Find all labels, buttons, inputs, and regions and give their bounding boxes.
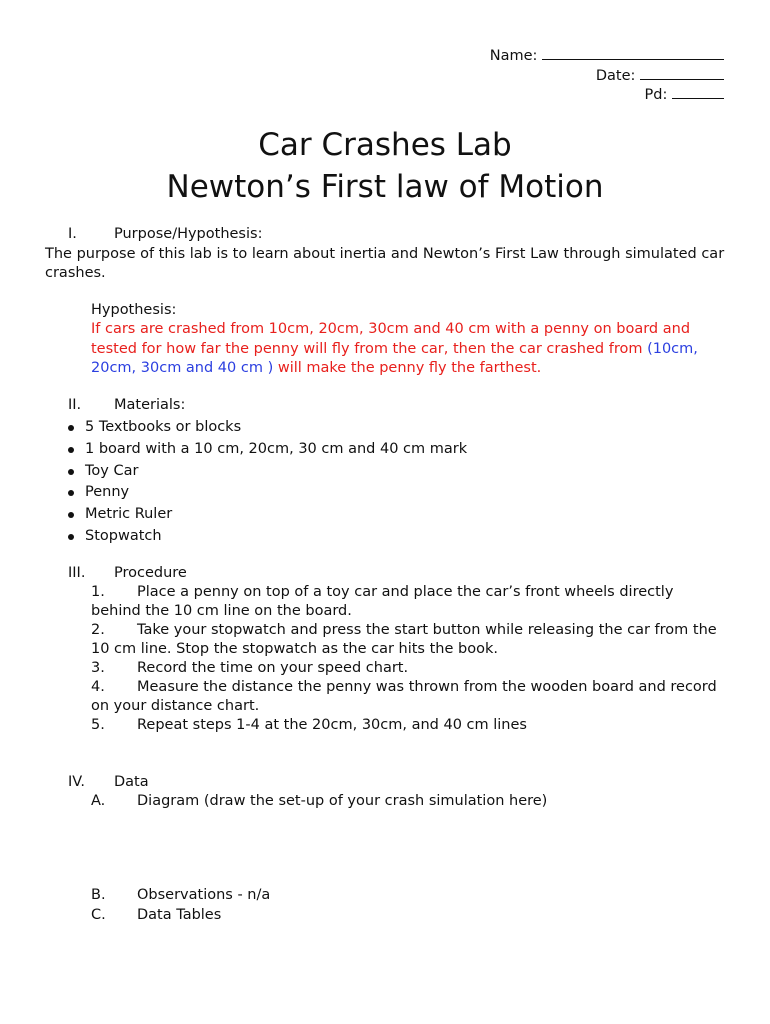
item-letter: C. xyxy=(91,907,106,923)
section-2-title: Materials: xyxy=(114,397,186,413)
purpose-text: The purpose of this lab is to learn about inertia and Newton’s First Law through simulated car crashes. xyxy=(45,246,725,281)
procedure-step xyxy=(91,583,727,621)
list-item: 1 board with a 10 cm, 20cm, 30 cm and 40 cm mark xyxy=(68,439,467,461)
date-label: Date: xyxy=(595,67,636,84)
procedure-step xyxy=(91,659,727,678)
document-title: Car Crashes Lab xyxy=(258,127,512,163)
list-item: Stopwatch xyxy=(68,526,467,548)
hypothesis-text xyxy=(91,320,709,379)
step-text: Measure the distance the penny was thrown from the wooden board and record on your distance chart. xyxy=(91,679,717,714)
name-label: Name: xyxy=(489,48,538,64)
period-label: Pd: xyxy=(644,87,668,103)
section-4-heading xyxy=(68,774,149,790)
section-1-numeral: I. xyxy=(68,226,77,242)
section-1-title: Purpose/Hypothesis: xyxy=(114,226,263,242)
item-letter: B. xyxy=(91,887,106,903)
step-number: 5. xyxy=(91,717,105,733)
hypothesis-highlight: (10cm, 20cm, 30cm and 40 cm ) xyxy=(91,340,698,376)
data-item-tables xyxy=(91,907,221,923)
item-text: Observations - n/a xyxy=(137,887,271,903)
period-field[interactable] xyxy=(490,86,724,106)
student-info-header xyxy=(490,47,724,106)
list-item: Penny xyxy=(68,482,467,504)
step-text: Record the time on your speed chart. xyxy=(137,660,409,676)
step-number: 2. xyxy=(91,622,105,638)
procedure-step xyxy=(91,678,727,716)
name-blank[interactable] xyxy=(542,47,724,60)
procedure-list xyxy=(91,583,727,735)
step-number: 3. xyxy=(91,660,105,676)
hypothesis-statement: If cars are crashed from 10cm, 20cm, 30cm and 40 cm with a penny on board and tested for how far the penny will fly from the car, then the car crashed from xyxy=(91,321,691,357)
step-text: Take your stopwatch and press the start button while releasing the car from the 10 cm line. Stop the stopwatch as the car hits the book. xyxy=(91,622,717,657)
section-4-numeral: IV. xyxy=(68,774,85,790)
document-subtitle: Newton’s First law of Motion xyxy=(166,169,604,205)
procedure-step xyxy=(91,621,727,659)
step-number: 4. xyxy=(91,679,105,695)
step-number: 1. xyxy=(91,584,105,600)
list-item: 5 Textbooks or blocks xyxy=(68,417,467,439)
data-item-observations xyxy=(91,887,270,903)
materials-list xyxy=(68,417,467,548)
name-field[interactable] xyxy=(490,47,724,67)
section-4-title: Data xyxy=(114,774,149,790)
data-item-diagram xyxy=(91,793,547,809)
section-1-heading xyxy=(68,226,262,242)
hypothesis-conclusion: will make the penny fly the farthest. xyxy=(273,360,542,376)
section-2-heading xyxy=(68,397,185,413)
step-text: Repeat steps 1-4 at the 20cm, 30cm, and 40 cm lines xyxy=(137,717,527,733)
item-letter: A. xyxy=(91,793,106,809)
section-3-heading xyxy=(68,565,187,581)
item-text: Data Tables xyxy=(137,907,222,923)
procedure-step xyxy=(91,716,727,735)
list-item: Metric Ruler xyxy=(68,504,467,526)
date-blank[interactable] xyxy=(640,67,724,80)
item-text: Diagram (draw the set-up of your crash simulation here) xyxy=(137,793,548,809)
section-2-numeral: II. xyxy=(68,397,82,413)
section-3-title: Procedure xyxy=(114,565,187,581)
period-blank[interactable] xyxy=(672,86,724,99)
step-text: Place a penny on top of a toy car and place the car’s front wheels directly behind the 10 cm line on the board. xyxy=(91,584,674,619)
date-field[interactable] xyxy=(490,67,724,87)
hypothesis-label: Hypothesis: xyxy=(91,302,177,318)
list-item: Toy Car xyxy=(68,461,467,483)
section-3-numeral: III. xyxy=(68,565,86,581)
